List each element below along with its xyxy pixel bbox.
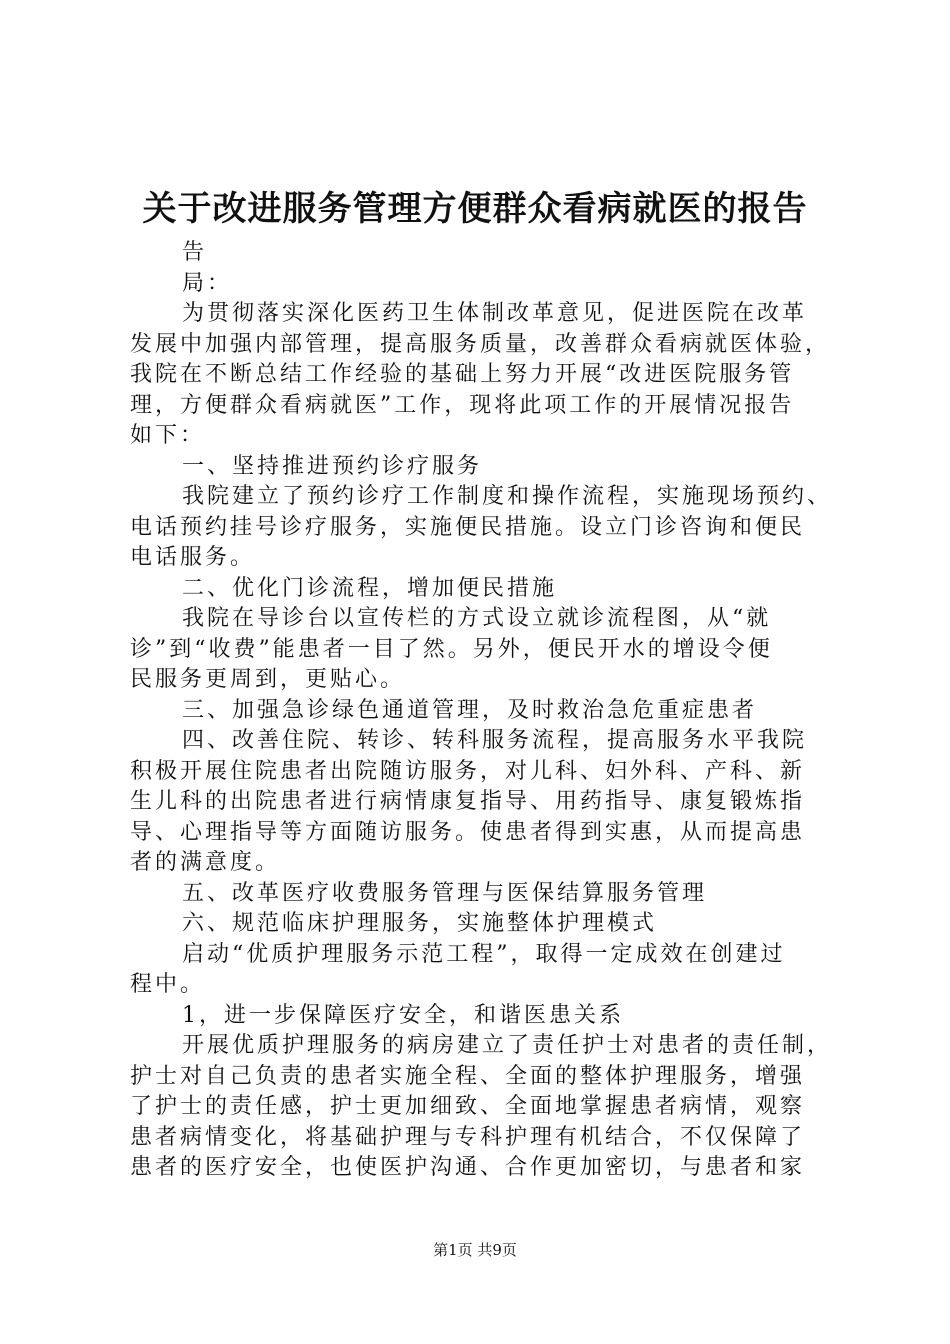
paragraph-line: 一、坚持推进预约诊疗服务: [182, 453, 483, 479]
paragraph-line: 局：: [182, 270, 233, 296]
paragraph-line: 了护士的责任感，护士更加细致、全面地掌握患者病情，观察: [130, 1094, 806, 1119]
paragraph-line: 启动“优质护理服务示范工程”，取得一定成效在创建过: [182, 941, 786, 967]
paragraph-line: 生儿科的出院患者进行病情康复指导、用药指导、康复锻炼指: [130, 789, 806, 814]
document-title: 关于改进服务管理方便群众看病就医的报告: [142, 189, 808, 229]
paragraph-line: 如下：: [130, 423, 206, 448]
paragraph-line: 四、改善住院、转诊、转科服务流程，提高服务水平我院: [182, 728, 808, 753]
paragraph-line: 二、优化门诊流程，增加便民措施: [182, 575, 558, 601]
paragraph-line: 告: [182, 240, 208, 265]
paragraph-line: 开展优质护理服务的病房建立了责任护士对患者的责任制，: [182, 1033, 833, 1058]
paragraph-line: 我院在导诊台以宣传栏的方式设立就诊流程图，从“就: [182, 606, 772, 631]
paragraph-line: 诊”到“收费”能患者一目了然。另外，便民开水的增设令便: [130, 636, 773, 662]
paragraph-line: 1，进一步保障医疗安全，和谐医患关系: [182, 1002, 624, 1028]
paragraph-line: 者的满意度。: [130, 850, 281, 875]
paragraph-line: 导、心理指导等方面随访服务。使患者得到实惠，从而提高患: [130, 819, 806, 845]
paragraph-line: 五、改革医疗收费服务管理与医保结算服务管理: [182, 880, 708, 906]
paragraph-line: 电话预约挂号诊疗服务，实施便民措施。设立门诊咨询和便民: [130, 514, 806, 540]
paragraph-line: 患者病情变化，将基础护理与专科护理有机结合，不仅保障了: [130, 1124, 806, 1150]
paragraph-line: 六、规范临床护理服务，实施整体护理模式: [182, 911, 658, 936]
document-body: [130, 238, 835, 1184]
paragraph-line: 三、加强急诊绿色通道管理，及时救治急危重症患者: [182, 697, 758, 723]
paragraph-line: 患者的医疗安全，也使医护沟通、合作更加密切，与患者和家: [130, 1155, 806, 1180]
paragraph-line: 程中。: [130, 972, 206, 997]
paragraph-line: 为贯彻落实深化医药卫生体制改革意见，促进医院在改革: [182, 301, 808, 326]
paragraph-line: 护士对自己负责的患者实施全程、全面的整体护理服务，增强: [130, 1063, 806, 1089]
paragraph-line: 理，方便群众看病就医”工作，现将此项工作的开展情况报告: [130, 392, 795, 418]
paragraph-line: 发展中加强内部管理，提高服务质量，改善群众看病就医体验，: [130, 331, 831, 357]
paragraph-line: 我院在不断总结工作经验的基础上努力开展“改进医院服务管: [130, 362, 795, 387]
paragraph-line: 民服务更周到，更贴心。: [130, 667, 406, 692]
paragraph-line: 积极开展住院患者出院随访服务，对儿科、妇外科、产科、新: [130, 758, 806, 784]
paragraph-line: 我院建立了预约诊疗工作制度和操作流程，实施现场预约、: [182, 484, 833, 509]
page-footer: 第1页 共9页: [433, 1241, 517, 1259]
paragraph-line: 电话服务。: [130, 545, 256, 570]
